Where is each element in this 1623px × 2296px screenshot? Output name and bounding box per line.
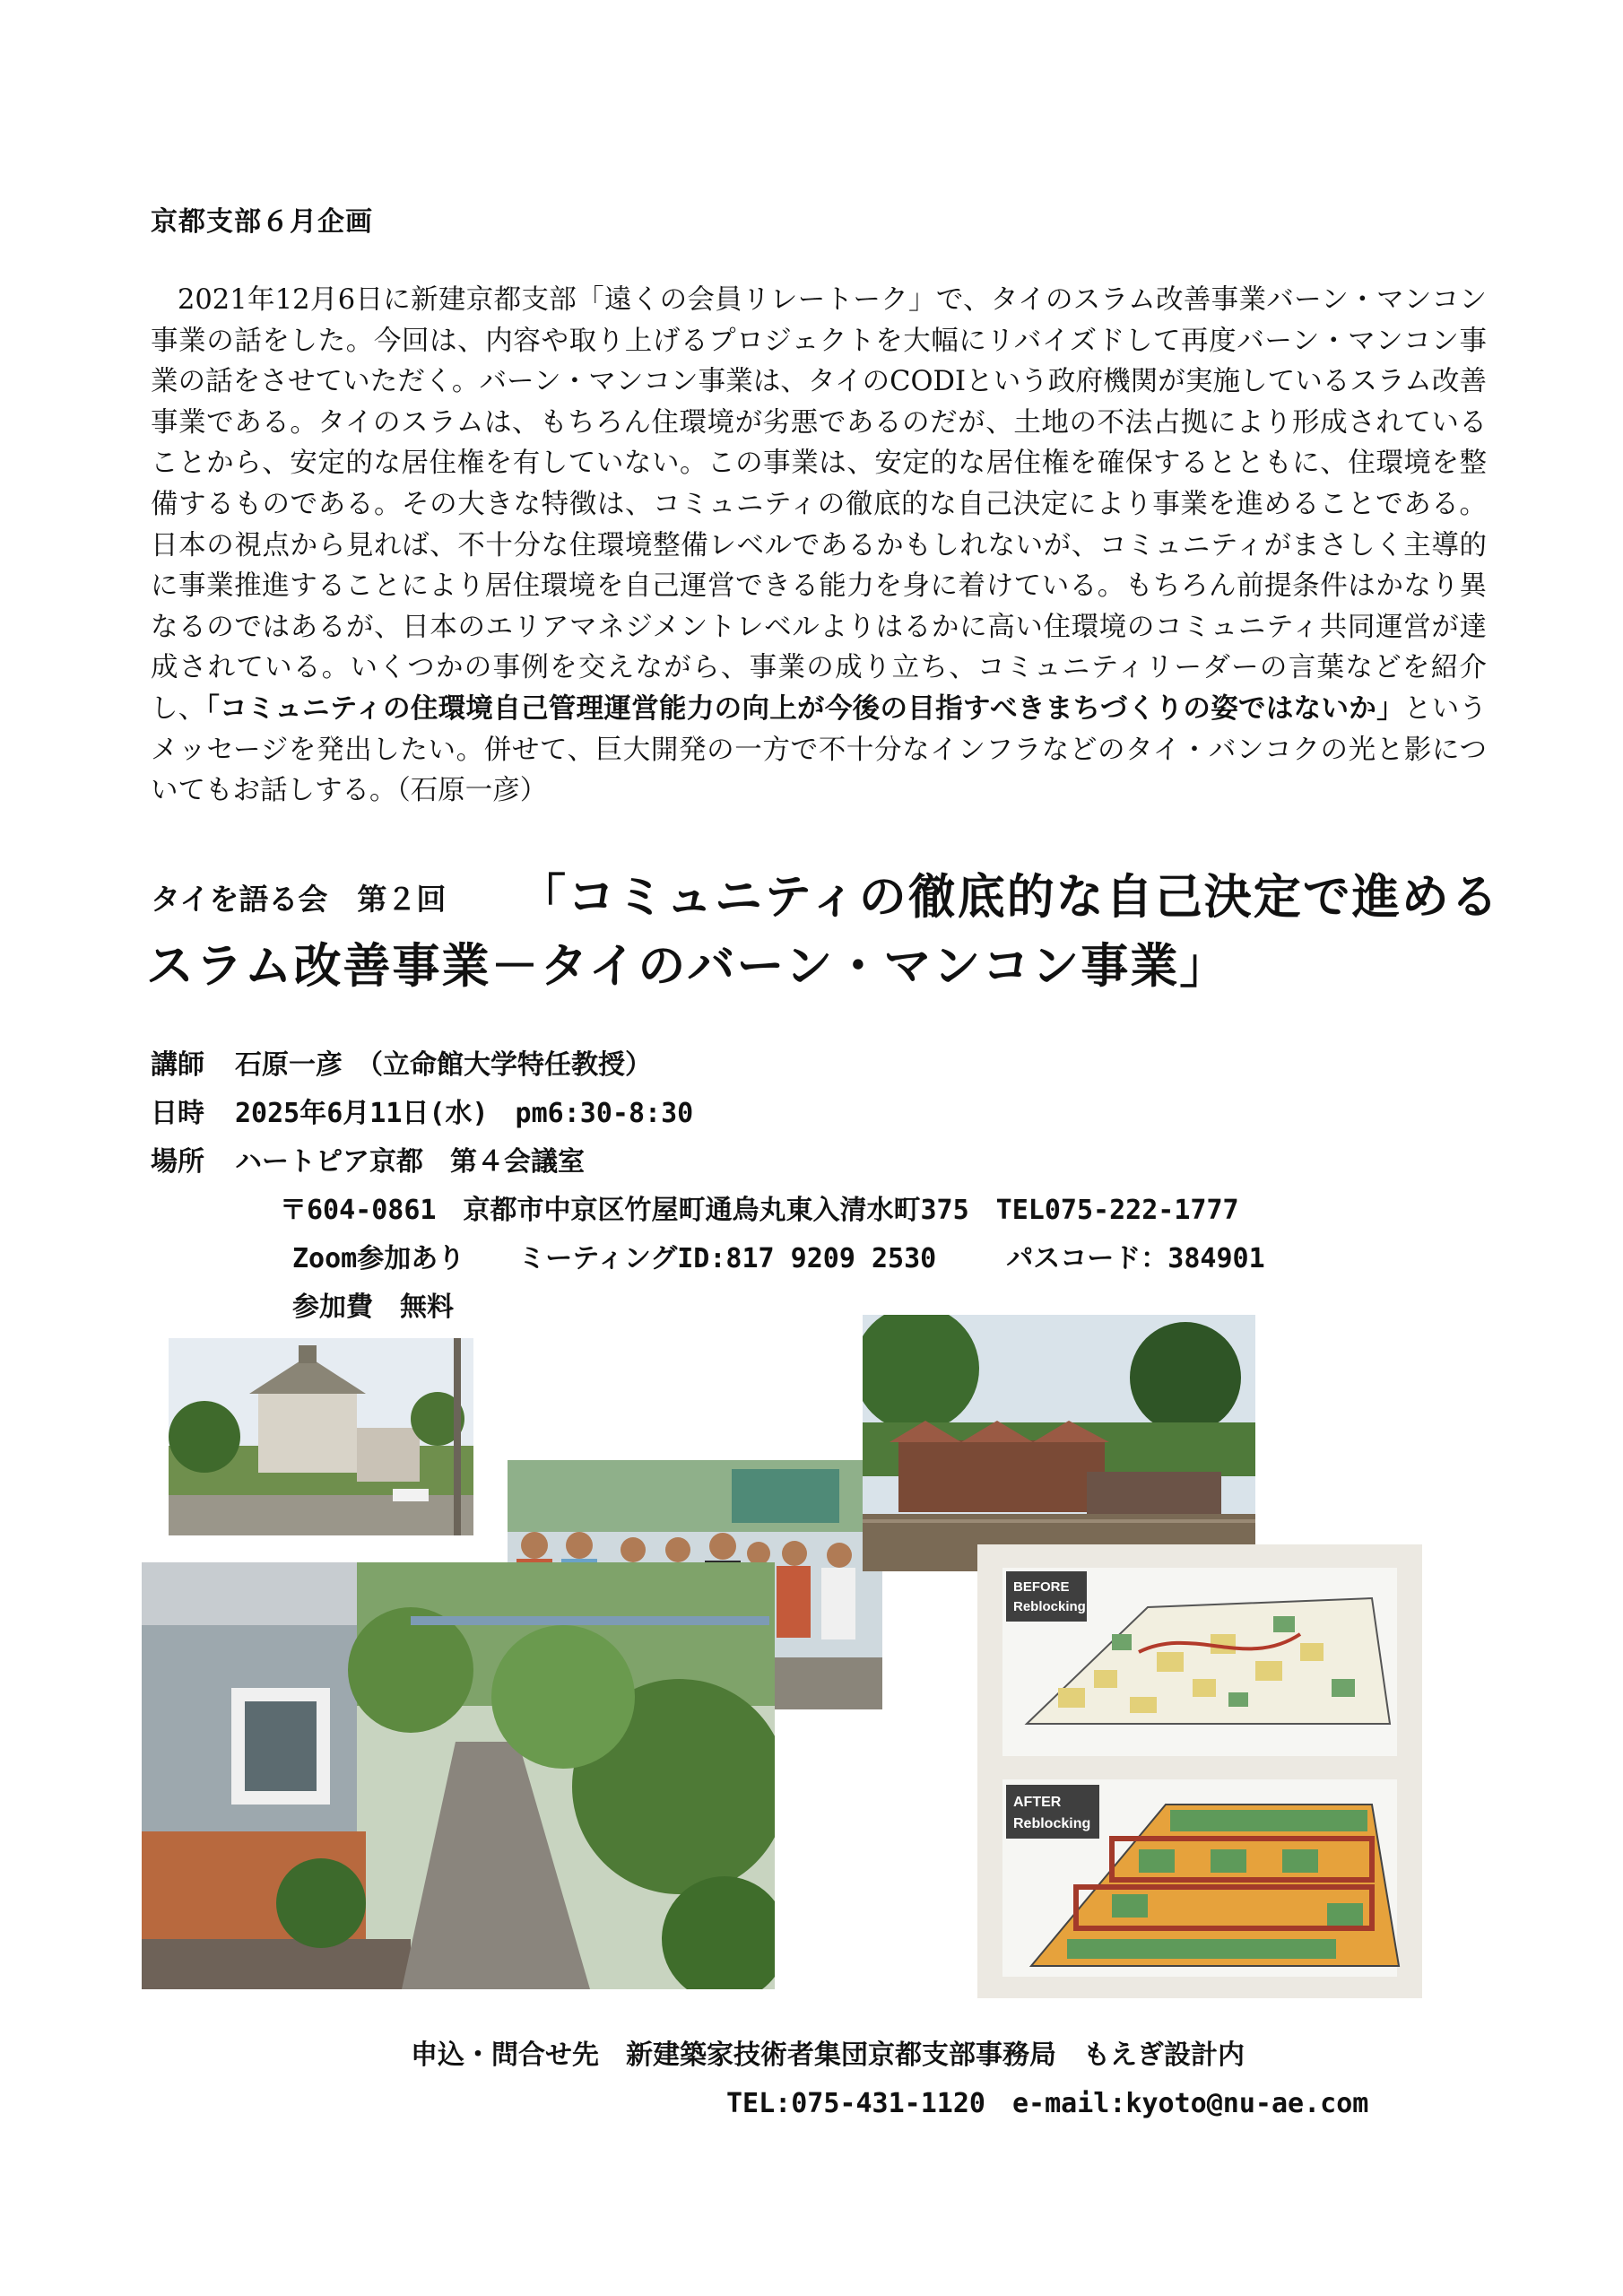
date-label: 日時 (151, 1098, 204, 1129)
intro-paragraph (151, 280, 1487, 812)
zoom-line: Zoom参加あり ミーティングID:817 9209 2530 パスコード：384901 (292, 1243, 1265, 1274)
lecturer-row (151, 1042, 652, 1082)
series-label: タイを語る会 第２回 (151, 882, 447, 917)
reblocking-plans-photo (977, 1544, 1422, 1998)
lecturer-value: 石原一彦 （立命館大学特任教授） (235, 1049, 652, 1081)
lecturer-label: 講師 (151, 1049, 204, 1081)
intro-text-before: 2021年12月6日に新建京都支部「遠くの会員リレートーク」で、タイのスラム改善事業バーン・マンコン事業の話をした。今回は、内容や取り上げるプロジェクトを大幅にリバイズドして再度バーン・マンコン事業の話をさせていただく。バーン・マンコン事業は、タイのCODIという政府機関が実施しているスラム改善事業である。タイのスラムは、もちろん住環境が劣悪であるのだが、土地の不法占拠により形成されていることから、安定的な居住権を有していない。この事業は、安定的な居住権を確保するとともに、住環境を整備するものである。その大きな特徴は、コミュニティの徹底的な自己決定により事業を進めることである。日本の視点から見れば、不十分な住環境整備レベルであるかもしれないが、コミュニティがまさしく主導的に事業推進することにより居住環境を自己運営できる能力を身に着けている。もちろん前提条件はかなり異なるのではあるが、日本のエリアマネジメントレベルよりはるかに高い住環境のコミュニティ共同運営が達成されている。いくつかの事例を交えながら、事業の成り立ち、コミュニティリーダーの言葉などを紹介し、 (151, 284, 1487, 725)
before-sublabel: Reblocking (1013, 1599, 1086, 1614)
before-label: BEFORE (1013, 1579, 1070, 1595)
temple-photo (169, 1338, 473, 1535)
header-label: 京都支部６月企画 (151, 206, 373, 238)
place-label: 場所 (151, 1146, 204, 1178)
event-title-line2: スラム改善事業－タイのバーン・マンコン事業」 (146, 939, 1229, 994)
place-row (151, 1139, 585, 1178)
footer-tel-email: TEL:075-431-1120 e-mail:kyoto@nu-ae.com (726, 2088, 1369, 2119)
after-label: AFTER (1013, 1795, 1062, 1810)
event-title-line1: 「コミュニティの徹底的な自己決定で進める (518, 870, 1500, 925)
after-sublabel: Reblocking (1013, 1816, 1091, 1831)
date-value: 2025年6月11日(水) pm6:30-8:30 (235, 1098, 694, 1129)
riverside-house-photo (863, 1315, 1255, 1571)
alley-photo (142, 1562, 775, 1989)
address-line: 〒604-0861 京都市中京区竹屋町通烏丸東入清水町375 TEL075-222-1777 (280, 1195, 1239, 1226)
intro-bold-message: 「コミュニティの住環境自己管理運営能力の向上が今後の目指すべきまちづくりの姿ではないか」 (205, 692, 1404, 725)
footer-contact: 申込・問合せ先 新建築家技術者集団京都支部事務局 もえぎ設計内 (411, 2039, 1245, 2071)
place-value: ハートピア京都 第４会議室 (235, 1146, 585, 1178)
fee-line: 参加費 無料 (292, 1292, 454, 1323)
date-row (151, 1091, 693, 1130)
intro-text-after: というメッセージを発出したい。併せて、巨大開発の一方で不十分なインフラなどのタイ・バンコクの光と影についてもお話しする。（石原一彦） (151, 692, 1488, 807)
